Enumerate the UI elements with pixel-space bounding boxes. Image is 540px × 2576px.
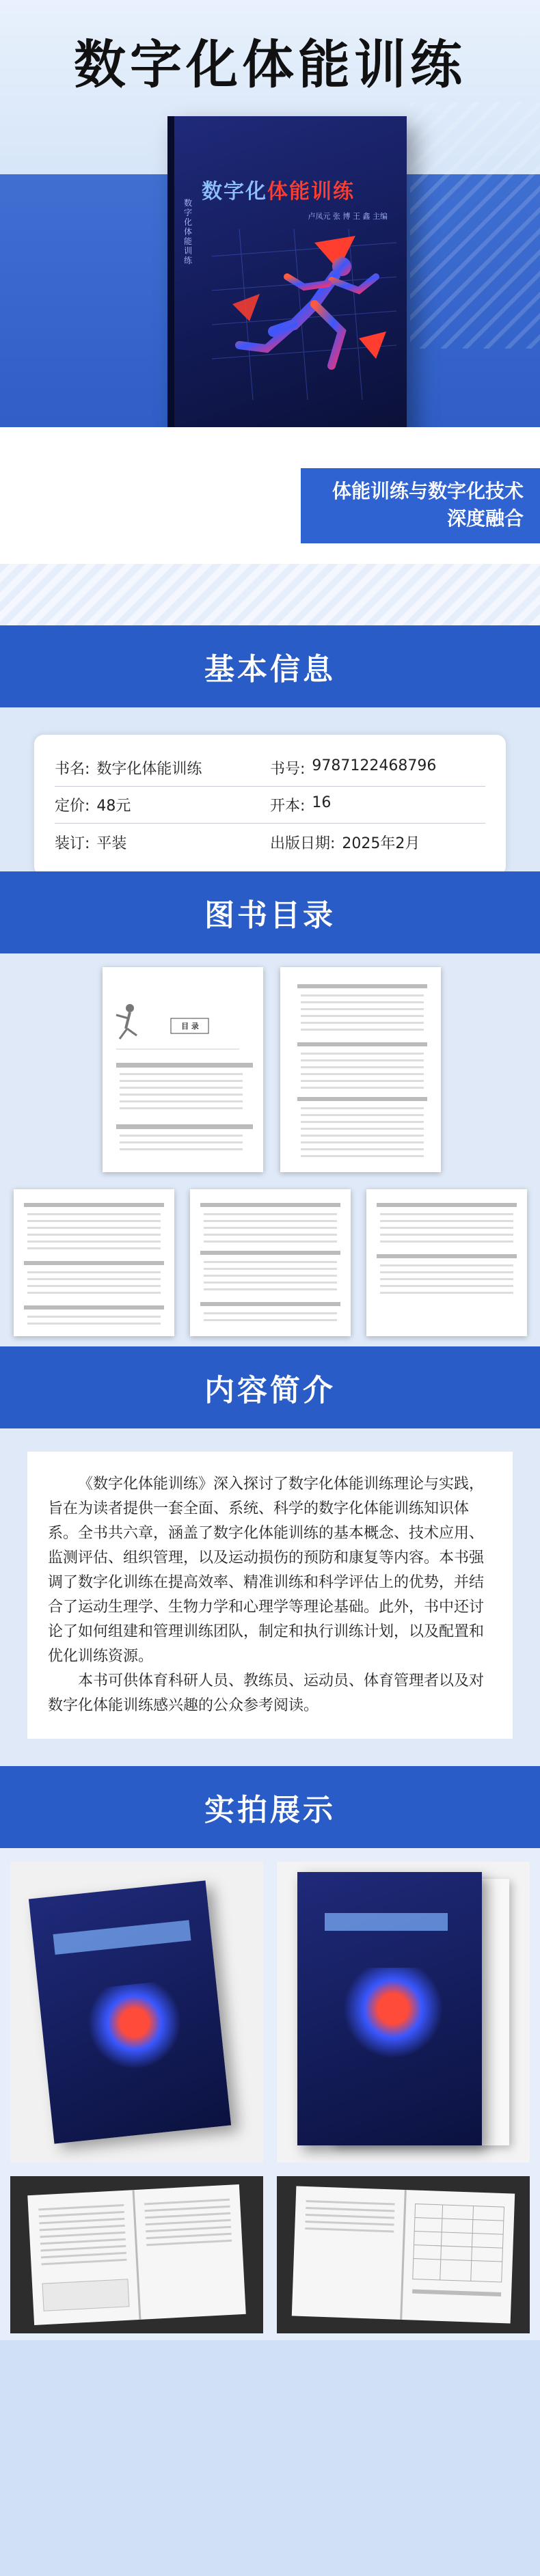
photo-open-book <box>10 2176 263 2333</box>
toc-section <box>0 871 540 1346</box>
basic-info-heading: 基本信息 <box>204 652 336 687</box>
info-value: 16 <box>312 794 332 811</box>
summary-paragraph: 本书可供体育科研人员、教练员、运动员、体育管理者以及对数字化体能训练感兴趣的公众参考阅读。 <box>48 1672 485 1714</box>
tagline-line-1: 体能训练与数字化技术 <box>332 480 524 502</box>
toc-header <box>0 871 540 953</box>
photos-area <box>0 1848 540 2340</box>
photo-book-title-bar <box>325 1913 448 1931</box>
info-key: 装订: <box>55 835 90 852</box>
info-key: 书号: <box>270 761 306 778</box>
toc-cover-label: 目 录 <box>181 1022 199 1031</box>
info-value: 48元 <box>96 798 131 815</box>
info-row <box>55 750 485 787</box>
photo-table-pages <box>292 2186 515 2323</box>
summary-heading: 内容简介 <box>204 1373 336 1408</box>
toc-page-2-svg <box>280 967 441 1172</box>
toc-page-image <box>280 967 441 1172</box>
toc-page-5-svg <box>366 1189 527 1336</box>
toc-page-image <box>366 1189 527 1336</box>
toc-heading: 图书目录 <box>204 898 336 933</box>
basic-info-wrap <box>0 707 540 871</box>
info-cell <box>55 794 270 815</box>
basic-info-card <box>34 735 506 876</box>
info-key: 开本: <box>270 798 306 815</box>
book-spine <box>167 116 174 458</box>
info-row <box>55 787 485 824</box>
photo-runner <box>79 1979 191 2085</box>
book-authors: 卢凤元 张 博 王 鑫 主编 <box>308 212 388 221</box>
book-title-main: 数字化 <box>202 180 267 204</box>
info-cell <box>270 757 485 778</box>
photo-runner <box>338 1968 448 2070</box>
toc-page-image <box>190 1189 351 1336</box>
photo-two-books <box>277 1862 530 2163</box>
photo-book-title-bar <box>53 1920 191 1955</box>
runner-illustration <box>212 229 396 400</box>
photo-table-pages-svg <box>292 2186 515 2323</box>
summary-wrap <box>0 1428 540 1766</box>
hero-title: 数字化体能训练 <box>74 34 466 95</box>
photos-heading: 实拍展示 <box>204 1793 336 1828</box>
toc-page-4-svg <box>190 1189 351 1336</box>
summary-header <box>0 1346 540 1428</box>
summary-card <box>27 1452 513 1739</box>
photo-table-page <box>277 2176 530 2333</box>
decorative-stripes <box>0 564 540 625</box>
info-key: 出版日期: <box>270 835 336 852</box>
photo-open-pages-svg <box>27 2184 246 2325</box>
tagline-box <box>301 468 540 543</box>
photos-header <box>0 1766 540 1848</box>
info-row <box>55 824 485 860</box>
tagline-area <box>0 427 540 625</box>
basic-info-header <box>0 625 540 707</box>
info-value: 2025年2月 <box>342 835 420 852</box>
book-cover-title <box>202 174 355 204</box>
info-value: 平装 <box>96 835 127 852</box>
photo-open-pages <box>27 2184 246 2325</box>
toc-page-3-svg <box>14 1189 174 1336</box>
toc-pages <box>0 953 540 1346</box>
hero-stripes <box>410 103 540 349</box>
book-spine-title: 数字化体能训练 <box>184 198 193 265</box>
info-key: 书名: <box>55 761 90 778</box>
photo-front-cover <box>10 1862 263 2163</box>
summary-section <box>0 1346 540 1766</box>
info-value: 数字化体能训练 <box>96 761 202 778</box>
summary-paragraph: 《数字化体能训练》深入探讨了数字化体能训练理论与实践，旨在为读者提供一套全面、系统、科学的数字化体能训练知识体系。全书共六章，涵盖了数字化体能训练的基本概念、技术应用、监测评估、组织管理，以及运动损伤的预防和康复等内容。本书强调了数字化训练在提高效率、精准训练和科学评估上的优势，并结合了运动生理学、生物力学和心理学等理论基础。此外，书中还讨论了如何组建和管理训练团队，制定和执行训练计划，以及配置和优化训练资源。 <box>48 1476 485 1665</box>
info-value: 9787122468796 <box>312 757 437 774</box>
info-cell <box>270 832 485 853</box>
photos-section <box>0 1766 540 2340</box>
photo-front-book <box>297 1872 482 2145</box>
basic-info-section <box>0 625 540 871</box>
photo-book <box>29 1880 231 2143</box>
toc-page-1-svg <box>103 967 263 1172</box>
info-cell <box>270 794 485 815</box>
tagline-line-2: 深度融合 <box>446 507 524 530</box>
info-cell <box>55 757 270 778</box>
book-title-accent: 体能训练 <box>267 180 355 204</box>
book-cover <box>167 116 407 458</box>
info-cell <box>55 832 270 853</box>
toc-page-image <box>103 967 263 1172</box>
toc-page-image <box>14 1189 174 1336</box>
info-key: 定价: <box>55 798 90 815</box>
